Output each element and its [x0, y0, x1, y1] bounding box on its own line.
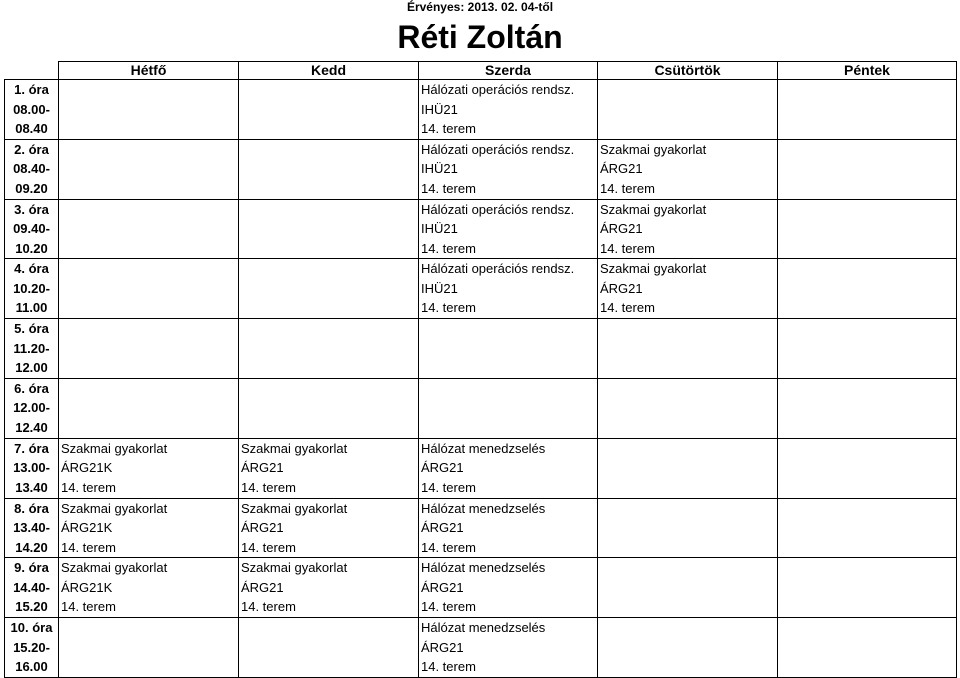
- period-time-cell: [5, 319, 59, 379]
- lesson-cell-wednesday: [419, 80, 598, 140]
- lesson-subject: Hálózati operációs rendsz.: [421, 261, 575, 277]
- period-time-cell: [5, 438, 59, 498]
- lesson-cell-wednesday: [419, 438, 598, 498]
- lesson-cell-thursday: [598, 378, 778, 438]
- lesson-group: ÁRG21: [241, 520, 284, 536]
- lesson-group: IHÜ21: [421, 101, 458, 117]
- lesson-cell-thursday: [598, 558, 778, 618]
- lesson-cell-monday: [59, 319, 239, 379]
- lesson-group: ÁRG21: [241, 579, 284, 595]
- day-header-tuesday: Kedd: [239, 62, 419, 80]
- period-num: 7. óra: [14, 440, 49, 456]
- lesson-cell-wednesday: [419, 139, 598, 199]
- corner-cell: [5, 62, 59, 80]
- lesson-group: ÁRG21: [600, 221, 643, 237]
- lesson-cell-monday: [59, 80, 239, 140]
- period-start: 13.40-: [13, 520, 50, 536]
- lesson-group: ÁRG21: [421, 520, 464, 536]
- period-num: 6. óra: [14, 380, 49, 396]
- lesson-subject: Hálózat menedzselés: [421, 500, 546, 516]
- period-start: 14.40-: [13, 579, 50, 595]
- period-row: [5, 319, 957, 379]
- period-num: 8. óra: [14, 500, 49, 516]
- period-end: 12.00: [15, 360, 48, 376]
- lesson-group: ÁRG21K: [61, 460, 113, 476]
- lesson-room: 14. terem: [61, 479, 116, 495]
- period-num: 3. óra: [14, 201, 49, 217]
- period-time-cell: [5, 139, 59, 199]
- period-end: 13.40: [15, 479, 48, 495]
- day-header-monday: Hétfő: [59, 62, 239, 80]
- lesson-group: ÁRG21: [421, 579, 464, 595]
- period-start: 13.00-: [13, 460, 50, 476]
- lesson-subject: Szakmai gyakorlat: [61, 500, 168, 516]
- lesson-group: ÁRG21: [421, 460, 464, 476]
- period-start: 09.40-: [13, 221, 50, 237]
- lesson-cell-tuesday: [239, 139, 419, 199]
- period-num: 10. óra: [10, 620, 53, 636]
- lesson-subject: Szakmai gyakorlat: [600, 141, 707, 157]
- lesson-cell-thursday: [598, 139, 778, 199]
- lesson-cell-monday: [59, 498, 239, 558]
- lesson-cell-wednesday: [419, 498, 598, 558]
- lesson-room: 14. terem: [600, 180, 655, 196]
- period-row: [5, 80, 957, 140]
- lesson-cell-monday: [59, 558, 239, 618]
- lesson-cell-tuesday: [239, 498, 419, 558]
- period-row: [5, 139, 957, 199]
- period-start: 11.20-: [13, 340, 50, 356]
- lesson-cell-friday: [778, 80, 957, 140]
- lesson-group: ÁRG21: [600, 280, 643, 296]
- lesson-cell-tuesday: [239, 618, 419, 678]
- lesson-cell-thursday: [598, 319, 778, 379]
- day-header-wednesday: Szerda: [419, 62, 598, 80]
- period-row: [5, 618, 957, 678]
- period-time-cell: [5, 199, 59, 259]
- teacher-name-title: Réti Zoltán: [397, 19, 563, 55]
- lesson-cell-friday: [778, 259, 957, 319]
- lesson-cell-friday: [778, 618, 957, 678]
- lesson-room: 14. terem: [241, 479, 296, 495]
- lesson-room: 14. terem: [421, 300, 476, 316]
- lesson-cell-monday: [59, 438, 239, 498]
- lesson-room: 14. terem: [421, 659, 476, 675]
- lesson-cell-friday: [778, 139, 957, 199]
- lesson-cell-thursday: [598, 80, 778, 140]
- period-start: 08.00-: [13, 101, 50, 117]
- period-end: 12.40: [15, 419, 48, 435]
- lesson-group: IHÜ21: [421, 161, 458, 177]
- lesson-cell-monday: [59, 378, 239, 438]
- period-end: 09.20: [15, 180, 48, 196]
- lesson-cell-wednesday: [419, 199, 598, 259]
- lesson-cell-tuesday: [239, 438, 419, 498]
- lesson-cell-tuesday: [239, 319, 419, 379]
- period-end: 08.40: [15, 121, 48, 136]
- lesson-cell-friday: [778, 319, 957, 379]
- lesson-cell-thursday: [598, 498, 778, 558]
- period-row: [5, 498, 957, 558]
- lesson-cell-wednesday: [419, 558, 598, 618]
- lesson-group: ÁRG21K: [61, 520, 113, 536]
- period-start: 08.40-: [13, 161, 50, 177]
- lesson-subject: Hálózati operációs rendsz.: [421, 201, 575, 217]
- lesson-room: 14. terem: [600, 300, 655, 316]
- lesson-cell-monday: [59, 199, 239, 259]
- day-header-friday: Péntek: [778, 62, 957, 80]
- lesson-subject: Hálózati operációs rendsz.: [421, 141, 575, 157]
- lesson-cell-monday: [59, 618, 239, 678]
- lesson-room: 14. terem: [421, 479, 476, 495]
- lesson-subject: Szakmai gyakorlat: [61, 440, 168, 456]
- lesson-cell-tuesday: [239, 259, 419, 319]
- period-end: 15.20: [15, 599, 48, 615]
- period-time-cell: [5, 498, 59, 558]
- period-row: [5, 378, 957, 438]
- lesson-room: 14. terem: [600, 240, 655, 256]
- period-end: 11.00: [15, 300, 48, 316]
- lesson-room: 14. terem: [421, 599, 476, 615]
- lesson-room: 14. terem: [61, 599, 116, 615]
- period-row: [5, 259, 957, 319]
- lesson-subject: Szakmai gyakorlat: [241, 440, 348, 456]
- period-time-cell: [5, 80, 59, 140]
- period-row: [5, 558, 957, 618]
- lesson-cell-tuesday: [239, 199, 419, 259]
- period-num: 9. óra: [14, 560, 49, 576]
- lesson-cell-tuesday: [239, 80, 419, 140]
- valid-from-label: Érvényes: 2013. 02. 04-től: [406, 0, 554, 14]
- lesson-subject: Szakmai gyakorlat: [61, 560, 168, 576]
- timetable: [4, 61, 957, 678]
- lesson-cell-monday: [59, 259, 239, 319]
- lesson-subject: Szakmai gyakorlat: [241, 560, 348, 576]
- period-time-cell: [5, 558, 59, 618]
- lesson-room: 14. terem: [421, 240, 476, 256]
- lesson-subject: Szakmai gyakorlat: [600, 261, 707, 277]
- lesson-subject: Hálózat menedzselés: [421, 620, 546, 636]
- lesson-cell-tuesday: [239, 378, 419, 438]
- lesson-group: ÁRG21: [600, 161, 643, 177]
- period-num: 4. óra: [14, 261, 49, 277]
- lesson-cell-thursday: [598, 618, 778, 678]
- lesson-room: 14. terem: [241, 539, 296, 555]
- period-start: 10.20-: [13, 280, 50, 296]
- lesson-subject: Hálózat menedzselés: [421, 440, 546, 456]
- day-header-row: [5, 62, 957, 80]
- period-time-cell: [5, 618, 59, 678]
- period-start: 12.00-: [13, 400, 50, 416]
- period-start: 15.20-: [13, 639, 50, 655]
- lesson-cell-tuesday: [239, 558, 419, 618]
- period-num: 5. óra: [14, 321, 49, 337]
- lesson-group: ÁRG21K: [61, 579, 113, 595]
- lesson-group: ÁRG21: [421, 639, 464, 655]
- lesson-group: IHÜ21: [421, 280, 458, 296]
- lesson-cell-friday: [778, 438, 957, 498]
- period-time-cell: [5, 378, 59, 438]
- period-time-cell: [5, 259, 59, 319]
- lesson-group: IHÜ21: [421, 221, 458, 237]
- lesson-cell-friday: [778, 378, 957, 438]
- period-row: [5, 199, 957, 259]
- lesson-subject: Hálózat menedzselés: [421, 560, 546, 576]
- lesson-cell-thursday: [598, 438, 778, 498]
- lesson-cell-wednesday: [419, 319, 598, 379]
- period-num: 2. óra: [14, 141, 49, 157]
- lesson-cell-friday: [778, 558, 957, 618]
- day-header-thursday: Csütörtök: [598, 62, 778, 80]
- lesson-subject: Szakmai gyakorlat: [241, 500, 348, 516]
- lesson-room: 14. terem: [421, 539, 476, 555]
- lesson-room: 14. terem: [421, 121, 476, 136]
- lesson-cell-wednesday: [419, 618, 598, 678]
- lesson-cell-thursday: [598, 199, 778, 259]
- lesson-cell-wednesday: [419, 259, 598, 319]
- lesson-group: ÁRG21: [241, 460, 284, 476]
- lesson-cell-wednesday: [419, 378, 598, 438]
- lesson-cell-thursday: [598, 259, 778, 319]
- lesson-cell-friday: [778, 498, 957, 558]
- lesson-subject: Szakmai gyakorlat: [600, 201, 707, 217]
- lesson-room: 14. terem: [61, 539, 116, 555]
- period-end: 14.20: [15, 539, 48, 555]
- period-end: 16.00: [15, 659, 48, 675]
- period-end: 10.20: [15, 240, 48, 256]
- lesson-room: 14. terem: [421, 180, 476, 196]
- lesson-subject: Hálózati operációs rendsz.: [421, 82, 575, 97]
- lesson-cell-friday: [778, 199, 957, 259]
- period-row: [5, 438, 957, 498]
- period-num: 1. óra: [14, 82, 49, 97]
- lesson-room: 14. terem: [241, 599, 296, 615]
- lesson-cell-monday: [59, 139, 239, 199]
